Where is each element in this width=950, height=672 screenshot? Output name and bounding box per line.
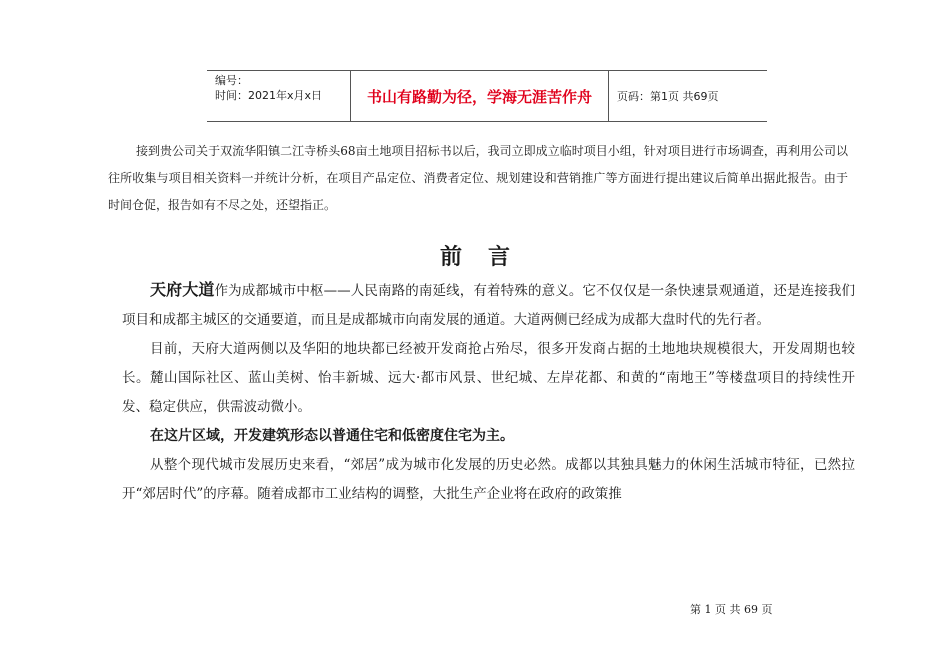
header-motto: 书山有路勤为径，学海无涯苦作舟 xyxy=(351,71,609,121)
paragraph-3-bold: 在这片区域，开发建筑形态以普通住宅和低密度住宅为主。 xyxy=(150,428,514,444)
paragraph-1-lead: 天府大道 xyxy=(150,280,215,299)
header-time-label: 时间：2021年x月x日 xyxy=(215,89,323,102)
section-title: 前言 xyxy=(439,245,536,270)
header-page-label: 页码：第1页 共69页 xyxy=(617,90,719,103)
paragraph-4: 从整个现代城市发展历史来看，“郊居”成为城市化发展的历史必然。成都以其独具魅力的休闲生活城市特征，已然拉开“郊居时代”的序幕。随着成都市工业结构的调整，大批生产企业将在政府的政策推 xyxy=(122,457,855,502)
page-footer: 第 1 页 共 69 页 xyxy=(690,603,773,616)
header-info-cell xyxy=(207,71,351,121)
intro-paragraph: 接到贵公司关于双流华阳镇二江寺桥头68亩土地项目招标书以后，我司立即成立临时项目小组，针对项目进行市场调查，再利用公司以往所收集与项目相关资料一并统计分析，在项目产品定位、消费者定位、规划建设和营销推广等方面进行提出建议后简单出据此报告。由于时间仓促，报告如有不尽之处，还望指正。 xyxy=(108,144,848,212)
header-number-label: 编号： xyxy=(215,74,248,87)
paragraph-1-rest: 作为成都城市中枢——人民南路的南延线，有着特殊的意义。它不仅仅是一条快速景观通道，还是连接我们项目和成都主城区的交通要道，而且是成都城市向南发展的通道。大道两侧已经成为成都大盘时代的先行者。 xyxy=(122,283,855,328)
paragraph-1 xyxy=(122,275,855,335)
paragraph-2: 目前，天府大道两侧以及华阳的地块都已经被开发商抢占殆尽，很多开发商占据的土地地块规模很大，开发周期也较长。麓山国际社区、蓝山美树、怡丰新城、远大·都市风景、世纪城、左岸花都、和黄的“南地王”等楼盘项目的持续性开发、稳定供应，供需波动微小。 xyxy=(122,341,855,415)
document-header xyxy=(207,70,767,122)
body-text xyxy=(122,275,855,509)
